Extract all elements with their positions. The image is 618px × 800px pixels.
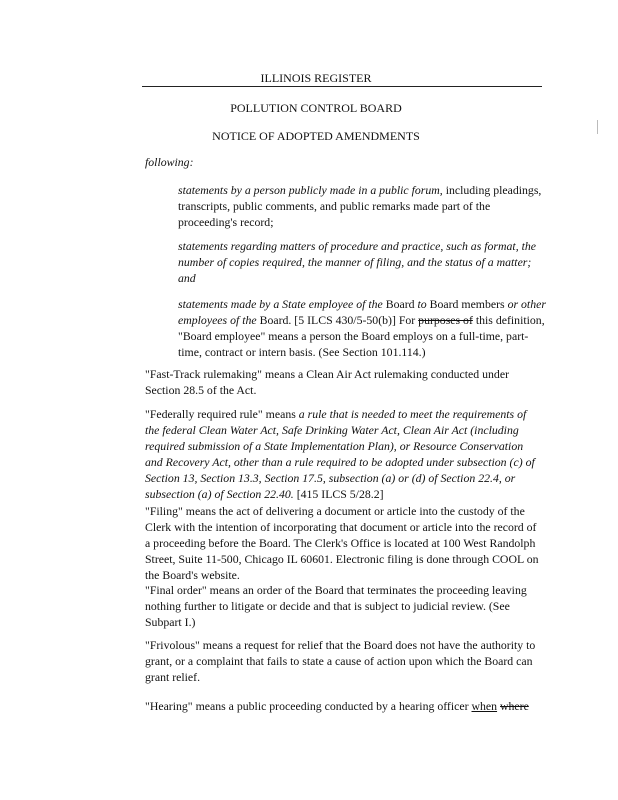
- item-3-statutory-e: or other employees of the: [178, 297, 546, 327]
- item-3-citation: Board. [5 ILCS 430/5-50(b)]: [256, 313, 399, 327]
- list-item-procedure-statements: statements regarding matters of procedure and practice, such as format, the number of copies required, the manner of filing, and the status of a matter; and: [178, 239, 537, 285]
- item-1-statutory: statements by a person publicly made in a public forum,: [178, 183, 443, 197]
- definition-fast-track: "Fast-Track rulemaking" means a Clean Air Act rulemaking conducted under Section 28.5 of the Act.: [145, 367, 509, 397]
- hearing-inserted-text: when: [471, 699, 498, 713]
- item-1-text: including pleadings, transcripts, public comments, and public remarks made part of the proceeding's record;: [178, 183, 542, 229]
- definition-hearing: [145, 698, 565, 714]
- register-title: ILLINOIS REGISTER: [260, 71, 372, 85]
- hearing-text: "Hearing" means a public proceeding conducted by a hearing officer: [145, 699, 472, 713]
- item-3-text-d: Board members: [426, 297, 508, 311]
- item-3-text-b: Board: [382, 297, 418, 311]
- item-3-text-g: For: [398, 313, 419, 327]
- hearing-struck-text: where: [500, 699, 529, 713]
- header-rule: [142, 86, 542, 87]
- federal-statutory-text: a rule that is needed to meet the requirements of the federal Clean Water Act, Safe Drinking Water Act, Clean Air Act (including required submission of a State Implementation Plan), or Resource Conservation and Recovery Act, other than a rule required to be adopted under subsection (c) of Section 13, Section 13.3, Section 17.5, subsection (a) or (d) of Section 22.4, or subsection (a) of Section 22.40.: [145, 407, 535, 501]
- item-3-struck-text: purposes of: [418, 313, 473, 327]
- item-3-text-i: this definition, "Board employee" means a person the Board employs on a full-time, part-time, contract or intern basis. (See Section 101.114.): [178, 313, 545, 359]
- notice-title: NOTICE OF ADOPTED AMENDMENTS: [212, 129, 420, 143]
- list-item-state-employee: [178, 296, 546, 360]
- definition-final-order: "Final order" means an order of the Board that terminates the proceeding leaving nothing further to litigate or decide and that is subject to judicial review. (See Subpart I.): [145, 583, 527, 629]
- definition-frivolous: "Frivolous" means a request for relief that the Board does not have the authority to grant, or a complaint that fails to state a cause of action upon which the Board can grant relief.: [145, 638, 536, 684]
- agency-title: POLLUTION CONTROL BOARD: [230, 101, 402, 115]
- definition-federally-required-rule: [145, 406, 543, 502]
- margin-mark: [597, 120, 598, 134]
- item-3-statutory-a: statements made by a State employee of the: [178, 297, 383, 311]
- item-3-statutory-c: to: [417, 297, 427, 311]
- federal-citation: [415 ILCS 5/28.2]: [293, 487, 384, 501]
- federal-term: "Federally required rule" means: [145, 407, 299, 421]
- lead-text: following:: [145, 155, 194, 169]
- list-item-public-statements: [178, 182, 546, 230]
- definition-filing: "Filing" means the act of delivering a document or article into the custody of the Clerk with the intention of incorporating that document or article into the record of a proceeding before the Board. The Clerk's Office is located at 100 West Randolph Street, Suite 11-500, Chicago IL 60601. Electronic filing is done through COOL on the Board's website.: [145, 504, 539, 582]
